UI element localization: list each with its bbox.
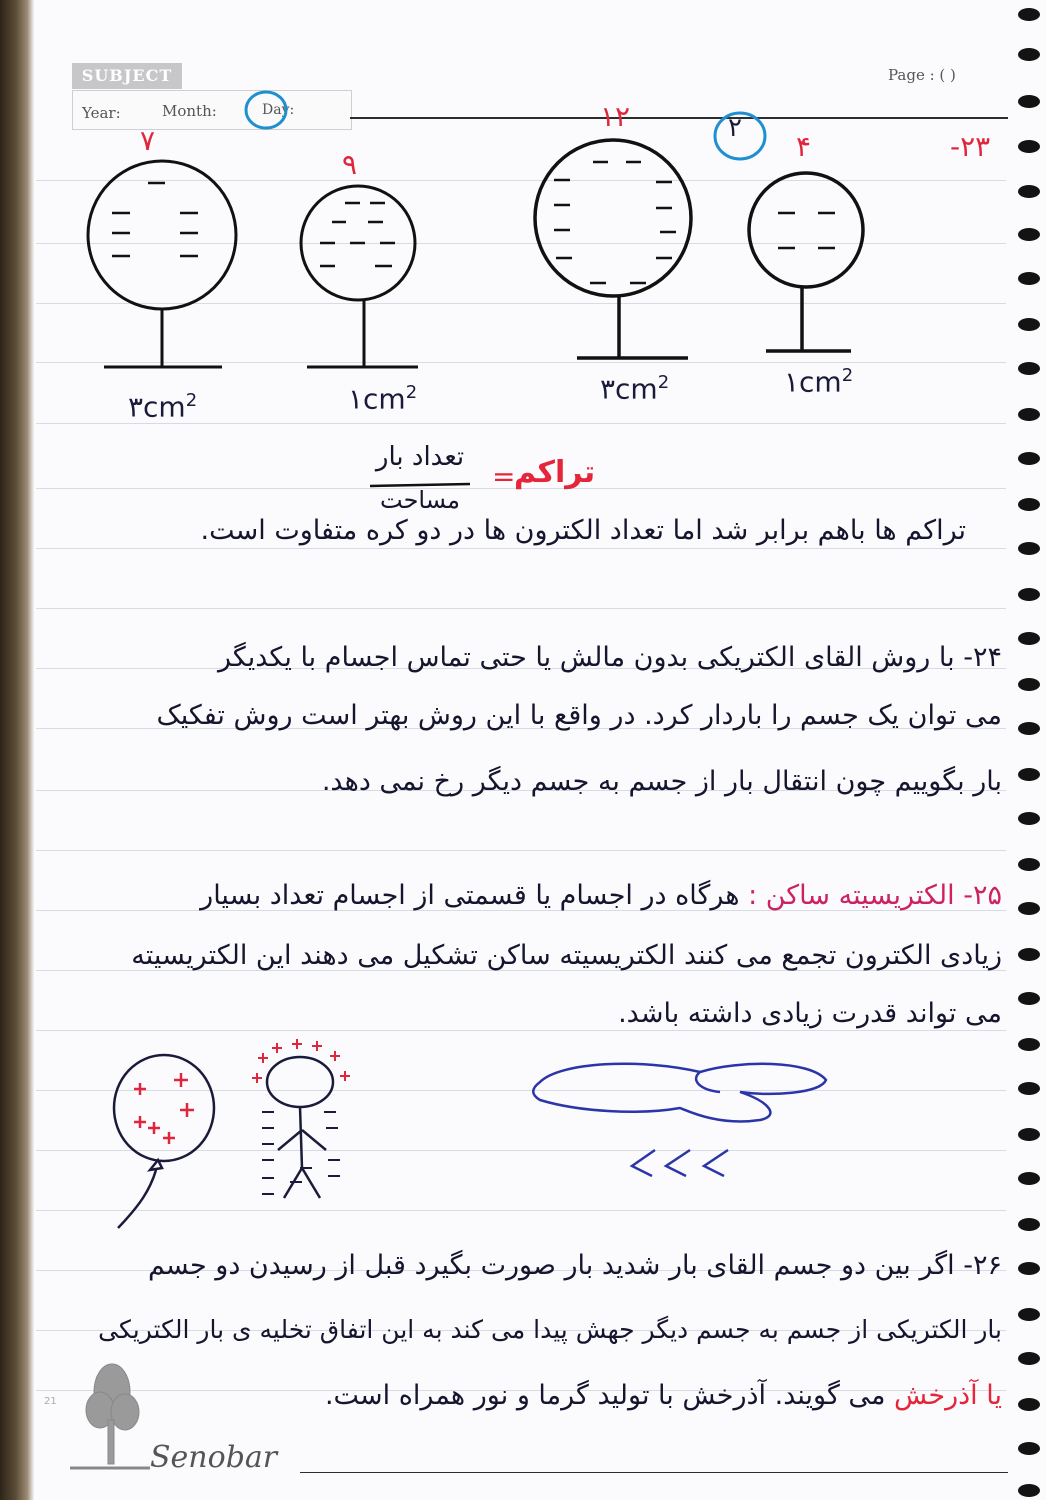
- formula-left: تراکم: [514, 455, 596, 490]
- formula-equals: =: [492, 460, 516, 493]
- sphere-area-label: $۳cm^2$: [600, 372, 670, 406]
- q26-line: [325, 1380, 1002, 1411]
- q25-title: ۲۵- الکتریسیته ساکن :: [748, 880, 1002, 911]
- lightning-term: یا آذرخش: [894, 1380, 1002, 1411]
- q26-line-text: می گویند. آذرخش با تولید گرما و نور همراه است.: [324, 1380, 886, 1411]
- q25-line: می تواند قدرت زیادی داشته باشد.: [618, 998, 1002, 1029]
- question-number: -۲۳: [950, 130, 991, 163]
- margin-number: 21: [44, 1396, 57, 1407]
- sphere-area-label: $۱cm^2$: [348, 382, 418, 416]
- brand-logo-text: Senobar: [150, 1440, 278, 1475]
- sphere-charge-count: ۷: [140, 124, 156, 157]
- q25-line: [200, 880, 1002, 911]
- q25-line: زیادی الکترون تجمع می کنند الکتریسیته ساکن تشکیل می دهند این الکتریسیته: [131, 940, 1002, 971]
- q26-line: بار الکتریکی از جسم به جسم دیگر جهش پیدا می کند به این اتفاق تخلیه ی بار الکتریکی: [98, 1315, 1002, 1344]
- year-label: Year:: [82, 104, 121, 122]
- charged-person-icon: [252, 1039, 350, 1198]
- sphere-charge-count: ۱۲: [600, 100, 631, 133]
- sphere-charge-count: ۴: [796, 130, 812, 163]
- circled-answer: ۲: [728, 113, 742, 143]
- q23-conclusion: تراکم ها باهم برابر شد اما تعداد الکترون ها در دو کره متفاوت است.: [200, 515, 966, 546]
- q25-line-text: هرگاه در اجسام یا قسمتی از اجسام تعداد بسیار: [200, 880, 740, 911]
- sphere-area-label: $۱cm^2$: [784, 365, 854, 399]
- circle-mark-icon: [246, 92, 286, 128]
- q24-line: ۲۴- با روش القای الکتریکی بدون مالش یا حتی تماس اجسام با یکدیگر: [217, 642, 1002, 673]
- charged-sphere-icon: [535, 140, 691, 358]
- formula-denominator: مساحت: [380, 486, 460, 514]
- q24-line: بار بگوییم چون انتقال بار از جسم به جسم دیگر رخ نمی دهد.: [321, 766, 1002, 797]
- charged-balloon-icon: [114, 1055, 214, 1228]
- formula-numerator: تعداد بار: [375, 442, 465, 472]
- q24-line: می توان یک جسم را باردار کرد. در واقع با این روش بهتر است روش تفکیک: [156, 700, 1002, 731]
- month-label: Month:: [162, 102, 217, 120]
- page-number-label: Page : ( ): [888, 66, 956, 84]
- tree-logo-icon: [70, 1364, 150, 1468]
- sphere-charge-count: ۹: [342, 148, 358, 181]
- q26-line: ۲۶- اگر بین دو جسم القای بار شدید بار صورت بگیرد قبل از رسیدن دو جسم: [147, 1250, 1002, 1281]
- subject-label: SUBJECT: [72, 63, 182, 89]
- storm-clouds-icon: [533, 1064, 826, 1176]
- charged-sphere-icon: [301, 186, 418, 367]
- day-label: Day:: [262, 102, 295, 118]
- sphere-area-label: $۳cm^2$: [128, 390, 198, 424]
- charged-sphere-icon: [749, 173, 863, 351]
- charged-sphere-icon: [88, 161, 236, 367]
